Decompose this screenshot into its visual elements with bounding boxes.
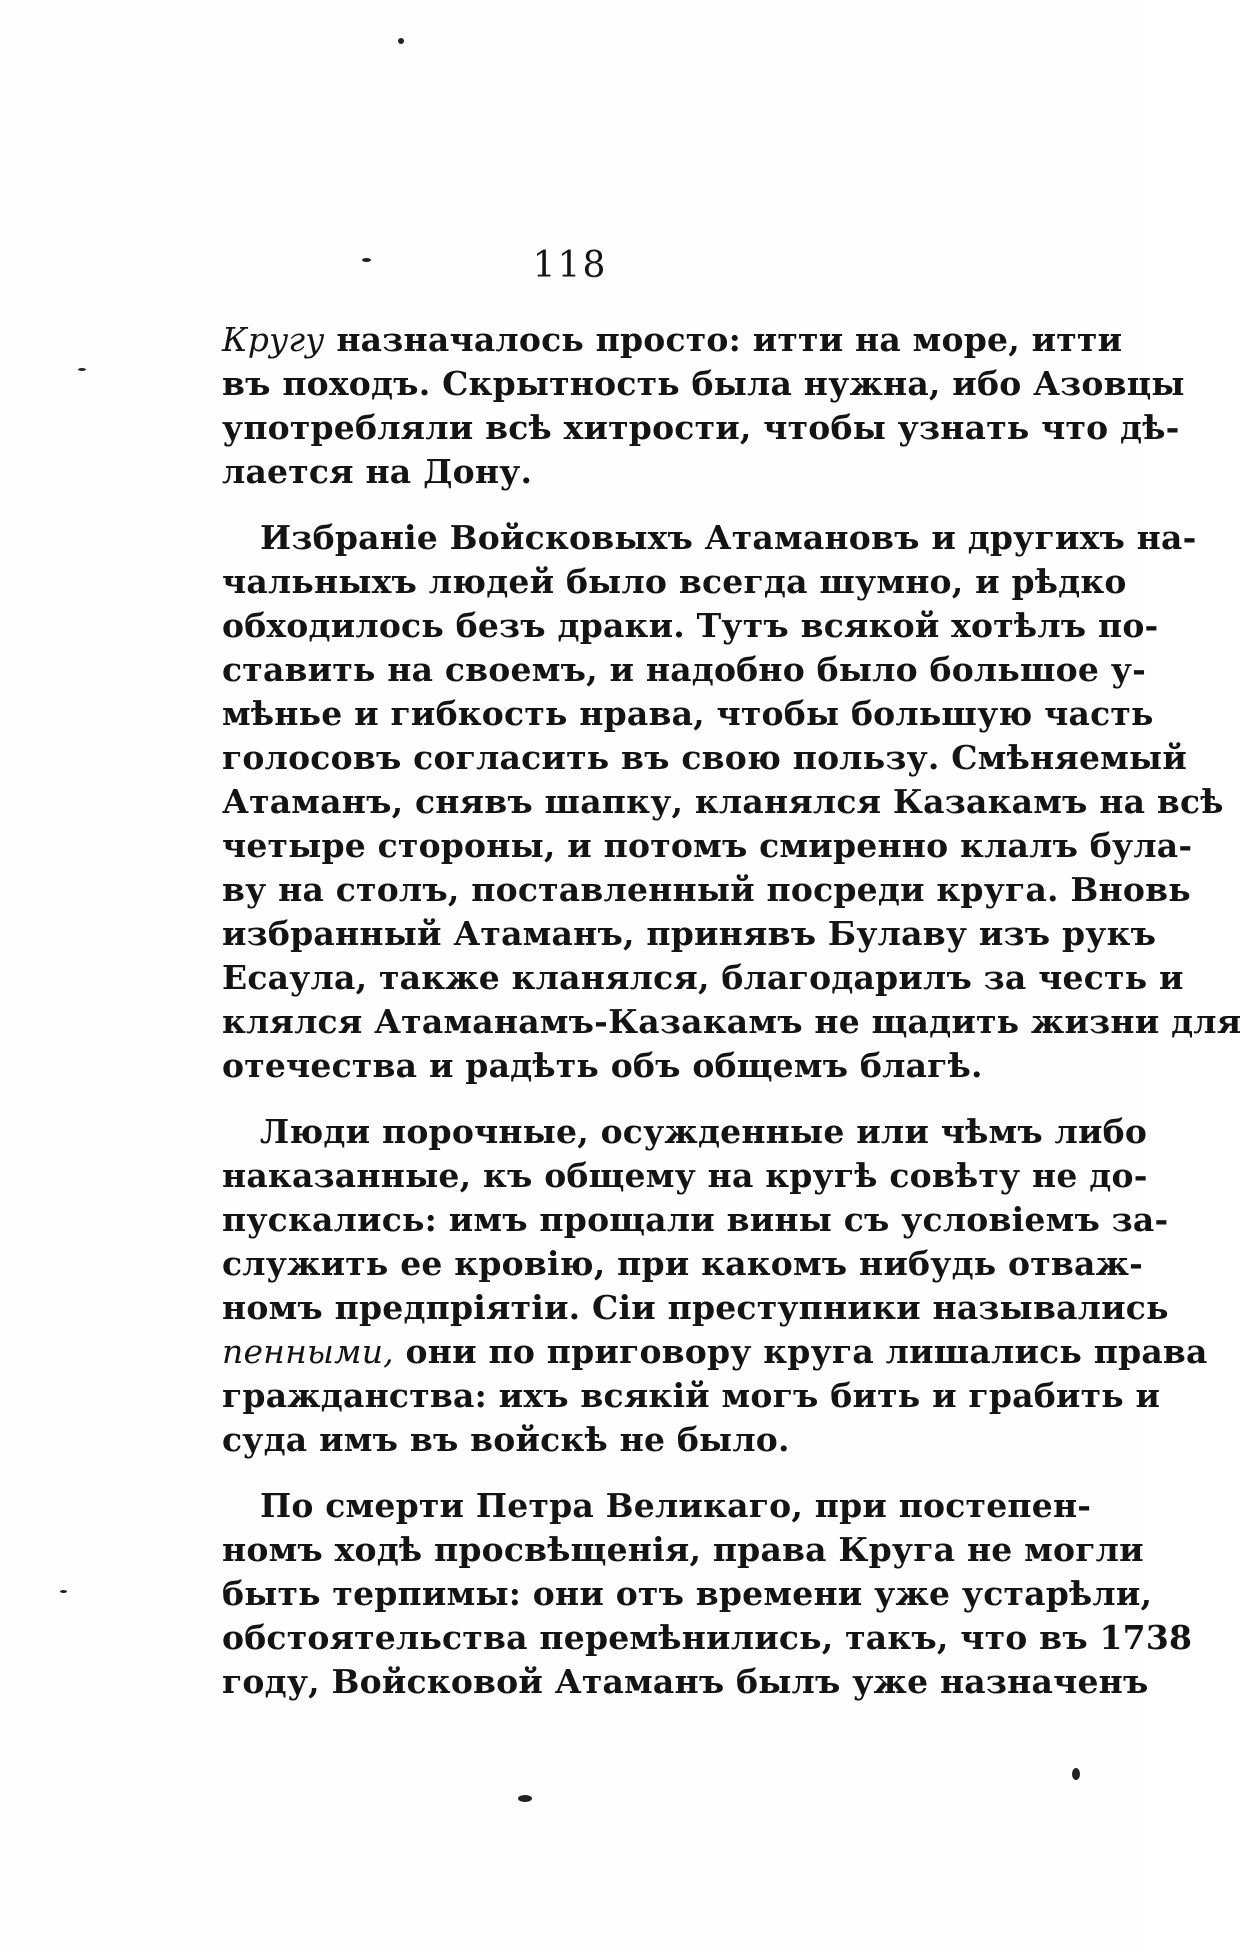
scan-speck: [398, 38, 404, 44]
scan-speck: [518, 1795, 532, 1802]
text-line: лается на Дону.: [222, 452, 533, 491]
paragraph-3: [222, 1110, 1208, 1462]
text-line: ставить на своемъ, и надобно было большое у-: [222, 650, 1146, 689]
text-line: Есаула, также кланялся, благодарилъ за честь и: [222, 958, 1184, 997]
text-line: суда имъ въ войскѣ не было.: [222, 1420, 790, 1459]
paragraph-2: [222, 516, 1241, 1088]
scan-speck: [60, 1590, 67, 1593]
line-text: назначалось просто: итти на море, итти: [324, 320, 1123, 359]
text-line: году, Войсковой Атаманъ былъ уже назначенъ: [222, 1662, 1149, 1701]
scan-speck: [362, 258, 371, 262]
text-line: гражданства: ихъ всякій могъ бить и грабить и: [222, 1376, 1161, 1415]
text-line: четыре стороны, и потомъ смиренно клалъ була-: [222, 826, 1193, 865]
italic-word: пенными,: [222, 1332, 394, 1371]
line-text: они по приговору круга лишались права: [393, 1332, 1208, 1371]
text-line: Люди порочные, осужденные или чѣмъ либо: [260, 1112, 1148, 1151]
text-line: [222, 318, 1123, 362]
text-line: обстоятельства перемѣнились, такъ, что въ 1738: [222, 1618, 1193, 1657]
text-line: голосовъ согласить въ свою пользу. Смѣняемый: [222, 738, 1187, 777]
body-text: [222, 318, 1241, 1704]
text-line: Атаманъ, снявъ шапку, кланялся Казакамъ на всѣ: [222, 782, 1224, 821]
text-line: обходилось безъ драки. Тутъ всякой хотѣлъ по-: [222, 606, 1159, 645]
text-line: служить ее кровію, при какомъ нибудь отваж-: [222, 1244, 1144, 1283]
scan-speck: [1072, 1768, 1080, 1780]
text-line: пускались: имъ прощали вины съ условіемъ за-: [222, 1200, 1169, 1239]
text-line: чальныхъ людей было всегда шумно, и рѣдко: [222, 562, 1127, 601]
text-line: въ походъ. Скрытность была нужна, ибо Азовцы: [222, 364, 1185, 403]
text-line: По смерти Петра Великаго, при постепен-: [260, 1486, 1092, 1525]
paragraph-4: [222, 1484, 1193, 1704]
text-line: мѣнье и гибкость нрава, чтобы большую часть: [222, 694, 1154, 733]
page-number: 118: [532, 245, 608, 286]
text-line: [222, 1330, 1208, 1374]
text-line: наказанные, къ общему на кругѣ совѣту не до-: [222, 1156, 1148, 1195]
text-line: Избраніе Войсковыхъ Атамановъ и другихъ на-: [260, 518, 1197, 557]
text-line: клялся Атаманамъ-Казакамъ не щадить жизни для: [222, 1002, 1241, 1041]
text-line: избранный Атаманъ, принявъ Булаву изъ рукъ: [222, 914, 1157, 953]
text-line: ву на столъ, поставленный посреди круга. Вновь: [222, 870, 1191, 909]
text-line: отечества и радѣть объ общемъ благѣ.: [222, 1046, 983, 1085]
text-line: номъ ходѣ просвѣщенія, права Круга не могли: [222, 1530, 1144, 1569]
italic-word: Кругу: [222, 320, 325, 359]
paragraph-1: [222, 318, 1185, 494]
text-line: быть терпимы: они отъ времени уже устарѣли,: [222, 1574, 1153, 1613]
text-line: номъ предпріятіи. Сіи преступники назывались: [222, 1288, 1169, 1327]
scan-speck: [78, 368, 86, 371]
text-line: употребляли всѣ хитрости, чтобы узнать что дѣ-: [222, 408, 1180, 447]
